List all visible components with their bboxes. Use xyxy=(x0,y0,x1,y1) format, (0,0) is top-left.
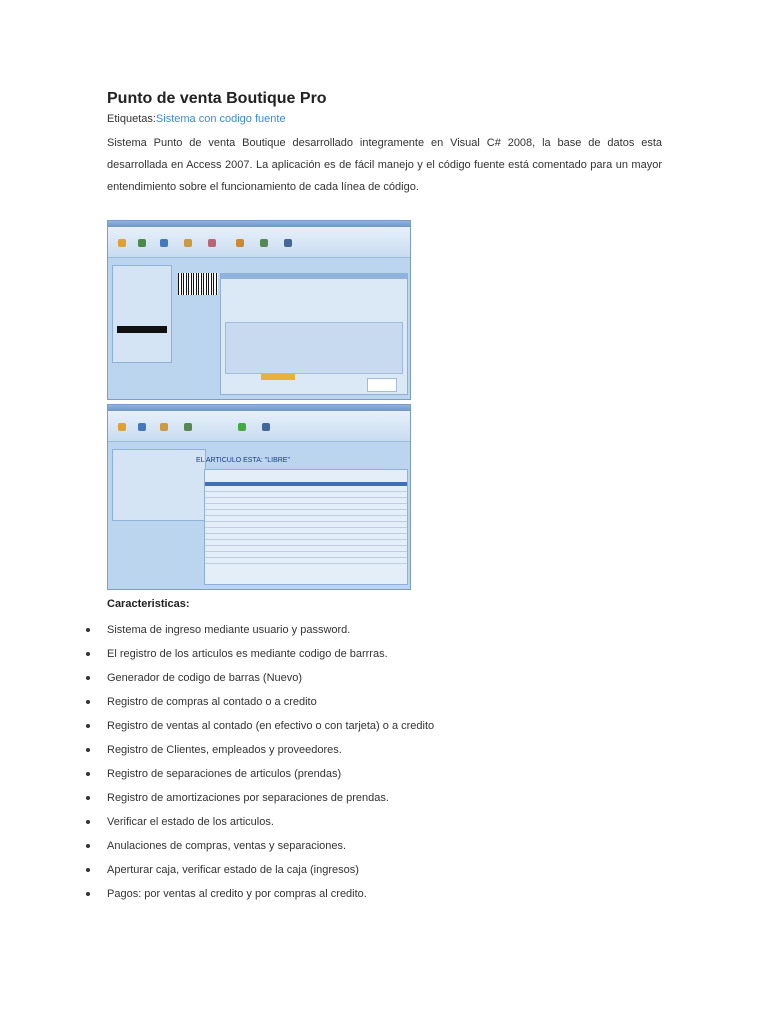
bullet-icon xyxy=(86,724,90,728)
feature-text: Registro de Clientes, empleados y proveedores. xyxy=(107,744,342,756)
app-window-articulos xyxy=(107,404,411,590)
feature-item xyxy=(0,618,700,642)
description-paragraph: Sistema Punto de venta Boutique desarrollado integramente en Visual C# 2008, la base de datos esta desarrollada en Access 2007. La aplicación es de fácil manejo y el código fuente está comentado para un mayor entendimiento sobre el funcionamiento de cada línea de código. xyxy=(107,137,662,193)
tags-line xyxy=(107,113,286,125)
bullet-icon xyxy=(86,652,90,656)
feature-item xyxy=(0,666,700,690)
feature-text: Aperturar caja, verificar estado de la caja (ingresos) xyxy=(107,864,359,876)
bullet-icon xyxy=(86,772,90,776)
bullet-icon xyxy=(86,892,90,896)
feature-item xyxy=(0,810,700,834)
app-window-ventas xyxy=(107,220,411,400)
bullet-icon xyxy=(86,628,90,632)
features-list xyxy=(0,618,700,906)
feature-text: Sistema de ingreso mediante usuario y password. xyxy=(107,624,351,636)
feature-text: Generador de codigo de barras (Nuevo) xyxy=(107,672,303,684)
feature-item xyxy=(0,858,700,882)
feature-text: Verificar el estado de los articulos. xyxy=(107,816,274,828)
feature-item xyxy=(0,714,700,738)
page-title: Punto de venta Boutique Pro xyxy=(107,90,327,107)
barcode-panel xyxy=(112,265,172,363)
bullet-icon xyxy=(86,868,90,872)
app-screenshot xyxy=(107,220,415,588)
sales-form xyxy=(220,273,408,395)
feature-item xyxy=(0,882,700,906)
bullet-icon xyxy=(86,844,90,848)
feature-item xyxy=(0,642,700,666)
bullet-icon xyxy=(86,676,90,680)
feature-text: Registro de compras al contado o a credito xyxy=(107,696,317,708)
feature-item xyxy=(0,834,700,858)
feature-text: Pagos: por ventas al credito y por compras al credito. xyxy=(107,888,367,900)
bullet-icon xyxy=(86,796,90,800)
tag-link[interactable]: Sistema con codigo fuente xyxy=(155,113,286,125)
barcode-image xyxy=(178,273,218,295)
bullet-icon xyxy=(86,820,90,824)
feature-item xyxy=(0,786,700,810)
feature-text: Registro de separaciones de articulos (prendas) xyxy=(107,768,342,780)
feature-item xyxy=(0,738,700,762)
articles-grid xyxy=(204,469,408,585)
feature-text: Registro de ventas al contado (en efectivo o con tarjeta) o a credito xyxy=(107,720,435,732)
feature-item xyxy=(0,762,700,786)
feature-text: Registro de amortizaciones por separaciones de prendas. xyxy=(107,792,389,804)
feature-text: El registro de los articulos es mediante codigo de barrras. xyxy=(107,648,388,660)
feature-text: Anulaciones de compras, ventas y separaciones. xyxy=(107,840,347,852)
tags-label: Etiquetas: xyxy=(107,113,156,125)
article-status-text: EL ARTICULO ESTA: "LIBRE" xyxy=(196,457,290,464)
feature-item xyxy=(0,690,700,714)
bullet-icon xyxy=(86,700,90,704)
bullet-icon xyxy=(86,748,90,752)
features-heading: Caracteristicas: xyxy=(107,598,190,610)
